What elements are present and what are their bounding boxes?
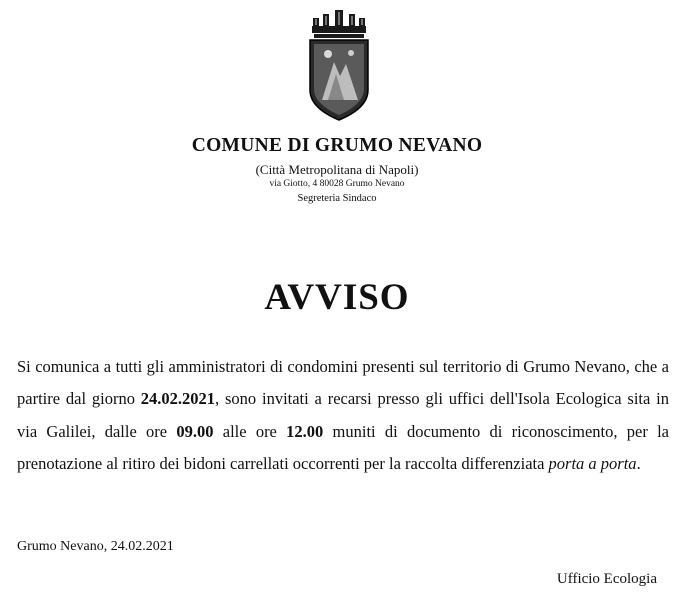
place-date: Grumo Nevano, 24.02.2021 (17, 539, 174, 554)
body-text-part: , sono invitati a recarsi presso gli uffici dell'Isola Ecologica sita in via Galilei, dalle ore (17, 389, 669, 441)
org-subtitle: (Città Metropolitana di Napoli) (255, 162, 419, 177)
collection-method: porta a porta (548, 453, 637, 473)
time-from: 09.00 (176, 421, 214, 441)
notice-body (17, 351, 669, 480)
org-name: COMUNE DI GRUMO NEVANO (191, 135, 483, 156)
org-office: Segreteria Sindaco (297, 193, 377, 204)
org-address: via Giotto, 4 80028 Grumo Nevano (269, 179, 405, 189)
body-text-part: . (636, 453, 641, 473)
notice-title: AVVISO (264, 277, 410, 318)
start-date: 24.02.2021 (140, 389, 216, 409)
body-text-part: Si comunica a tutti gli amministratori di condomini presenti sul territorio di Grumo Nevano, che a partire dal giorno (17, 357, 669, 409)
body-text-part: muniti di documento di riconoscimento, per la prenotazione al ritiro dei bidoni carrellati occorrenti per la raccolta differenziata (17, 421, 669, 473)
time-to: 12.00 (286, 421, 324, 441)
municipal-crest-icon (304, 4, 374, 122)
body-text-part: alle ore (213, 421, 287, 441)
office-signature: Ufficio Ecologia (556, 571, 657, 587)
